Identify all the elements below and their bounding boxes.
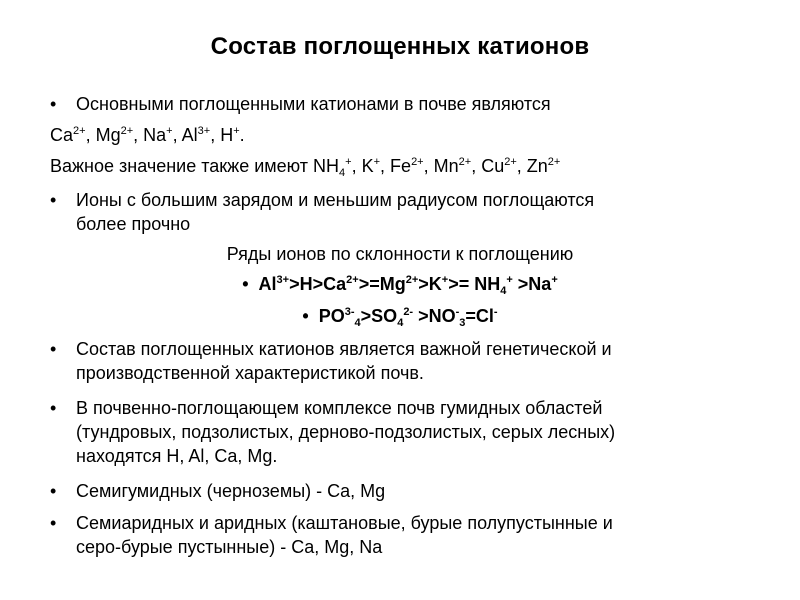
bullet-marker: • — [50, 190, 57, 210]
cation: K+, — [361, 156, 391, 176]
cation: $Mg^{2+}$, — [95, 125, 144, 145]
cation: $Ca^{2+}$, — [50, 125, 96, 145]
cation: $Zn^{2+}$ — [526, 156, 561, 176]
paragraph-humid-line2: (тундровых, подзолистых, дерново-подзолистых, серых лесных) — [76, 422, 616, 442]
cation: H+. — [220, 125, 245, 145]
bullet-marker: • — [50, 481, 57, 501]
bullet-marker: • — [50, 339, 57, 359]
paragraph-humid-line3: находятся H, Al, Ca, Mg. — [76, 446, 278, 466]
bullet-marker: • — [302, 306, 309, 326]
series-heading: Ряды ионов по склонности к поглощению — [226, 244, 574, 264]
paragraph-composition-line1: Состав поглощенных катионов является важной генетической и — [76, 339, 612, 359]
paragraph-arid-line1: Семиаридных и аридных (каштановые, бурые полупустынные и — [76, 513, 613, 533]
bullet-marker: • — [50, 398, 57, 418]
paragraph-semihumid: Семигумидных (черноземы) - Ca, Mg — [76, 481, 386, 501]
paragraph-main-cations: Основными поглощенными катионами в почве являются — [76, 94, 551, 114]
cation: $Cu^{2+}$, — [481, 156, 527, 176]
cation: $Al^{3+}$, — [181, 125, 221, 145]
bullet-marker: • — [50, 513, 57, 533]
cation: $Fe^{2+}$, — [390, 156, 434, 176]
absorption-series-cations: • $Al^{3+}>H>Ca^{2+}>=Mg^{2+}>K^+>= NH_4^+ >Na^+$ — [242, 274, 558, 297]
paragraph-ion-strength-line2: более прочно — [76, 214, 191, 234]
paragraph-composition-line2: производственной характеристикой почв. — [76, 363, 424, 383]
paragraph-ion-strength-line1: Ионы с большим зарядом и меньшим радиусом поглощаются — [76, 190, 595, 210]
also-intro: Важное значение также имеют — [50, 156, 313, 176]
also-important-cations — [50, 155, 560, 177]
main-cations-list — [50, 124, 245, 146]
paragraph-humid-line1: В почвенно-поглощающем комплексе почв гумидных областей — [76, 398, 603, 418]
cation: Na+, — [143, 125, 182, 145]
bullet-marker: • — [242, 274, 249, 294]
cation: $Mn^{2+}$, — [433, 156, 482, 176]
bullet-marker: • — [50, 94, 57, 114]
absorption-series-anions: • $PO^{3-}_4>SO_4^{2-} >NO^-_3=Cl^-$ — [302, 306, 498, 329]
cation: $NH_4^+$, — [313, 156, 362, 179]
slide-title: Состав поглощенных катионов — [210, 33, 590, 60]
paragraph-arid-line2: серо-бурые пустынные) - Ca, Mg, Na — [76, 537, 383, 557]
